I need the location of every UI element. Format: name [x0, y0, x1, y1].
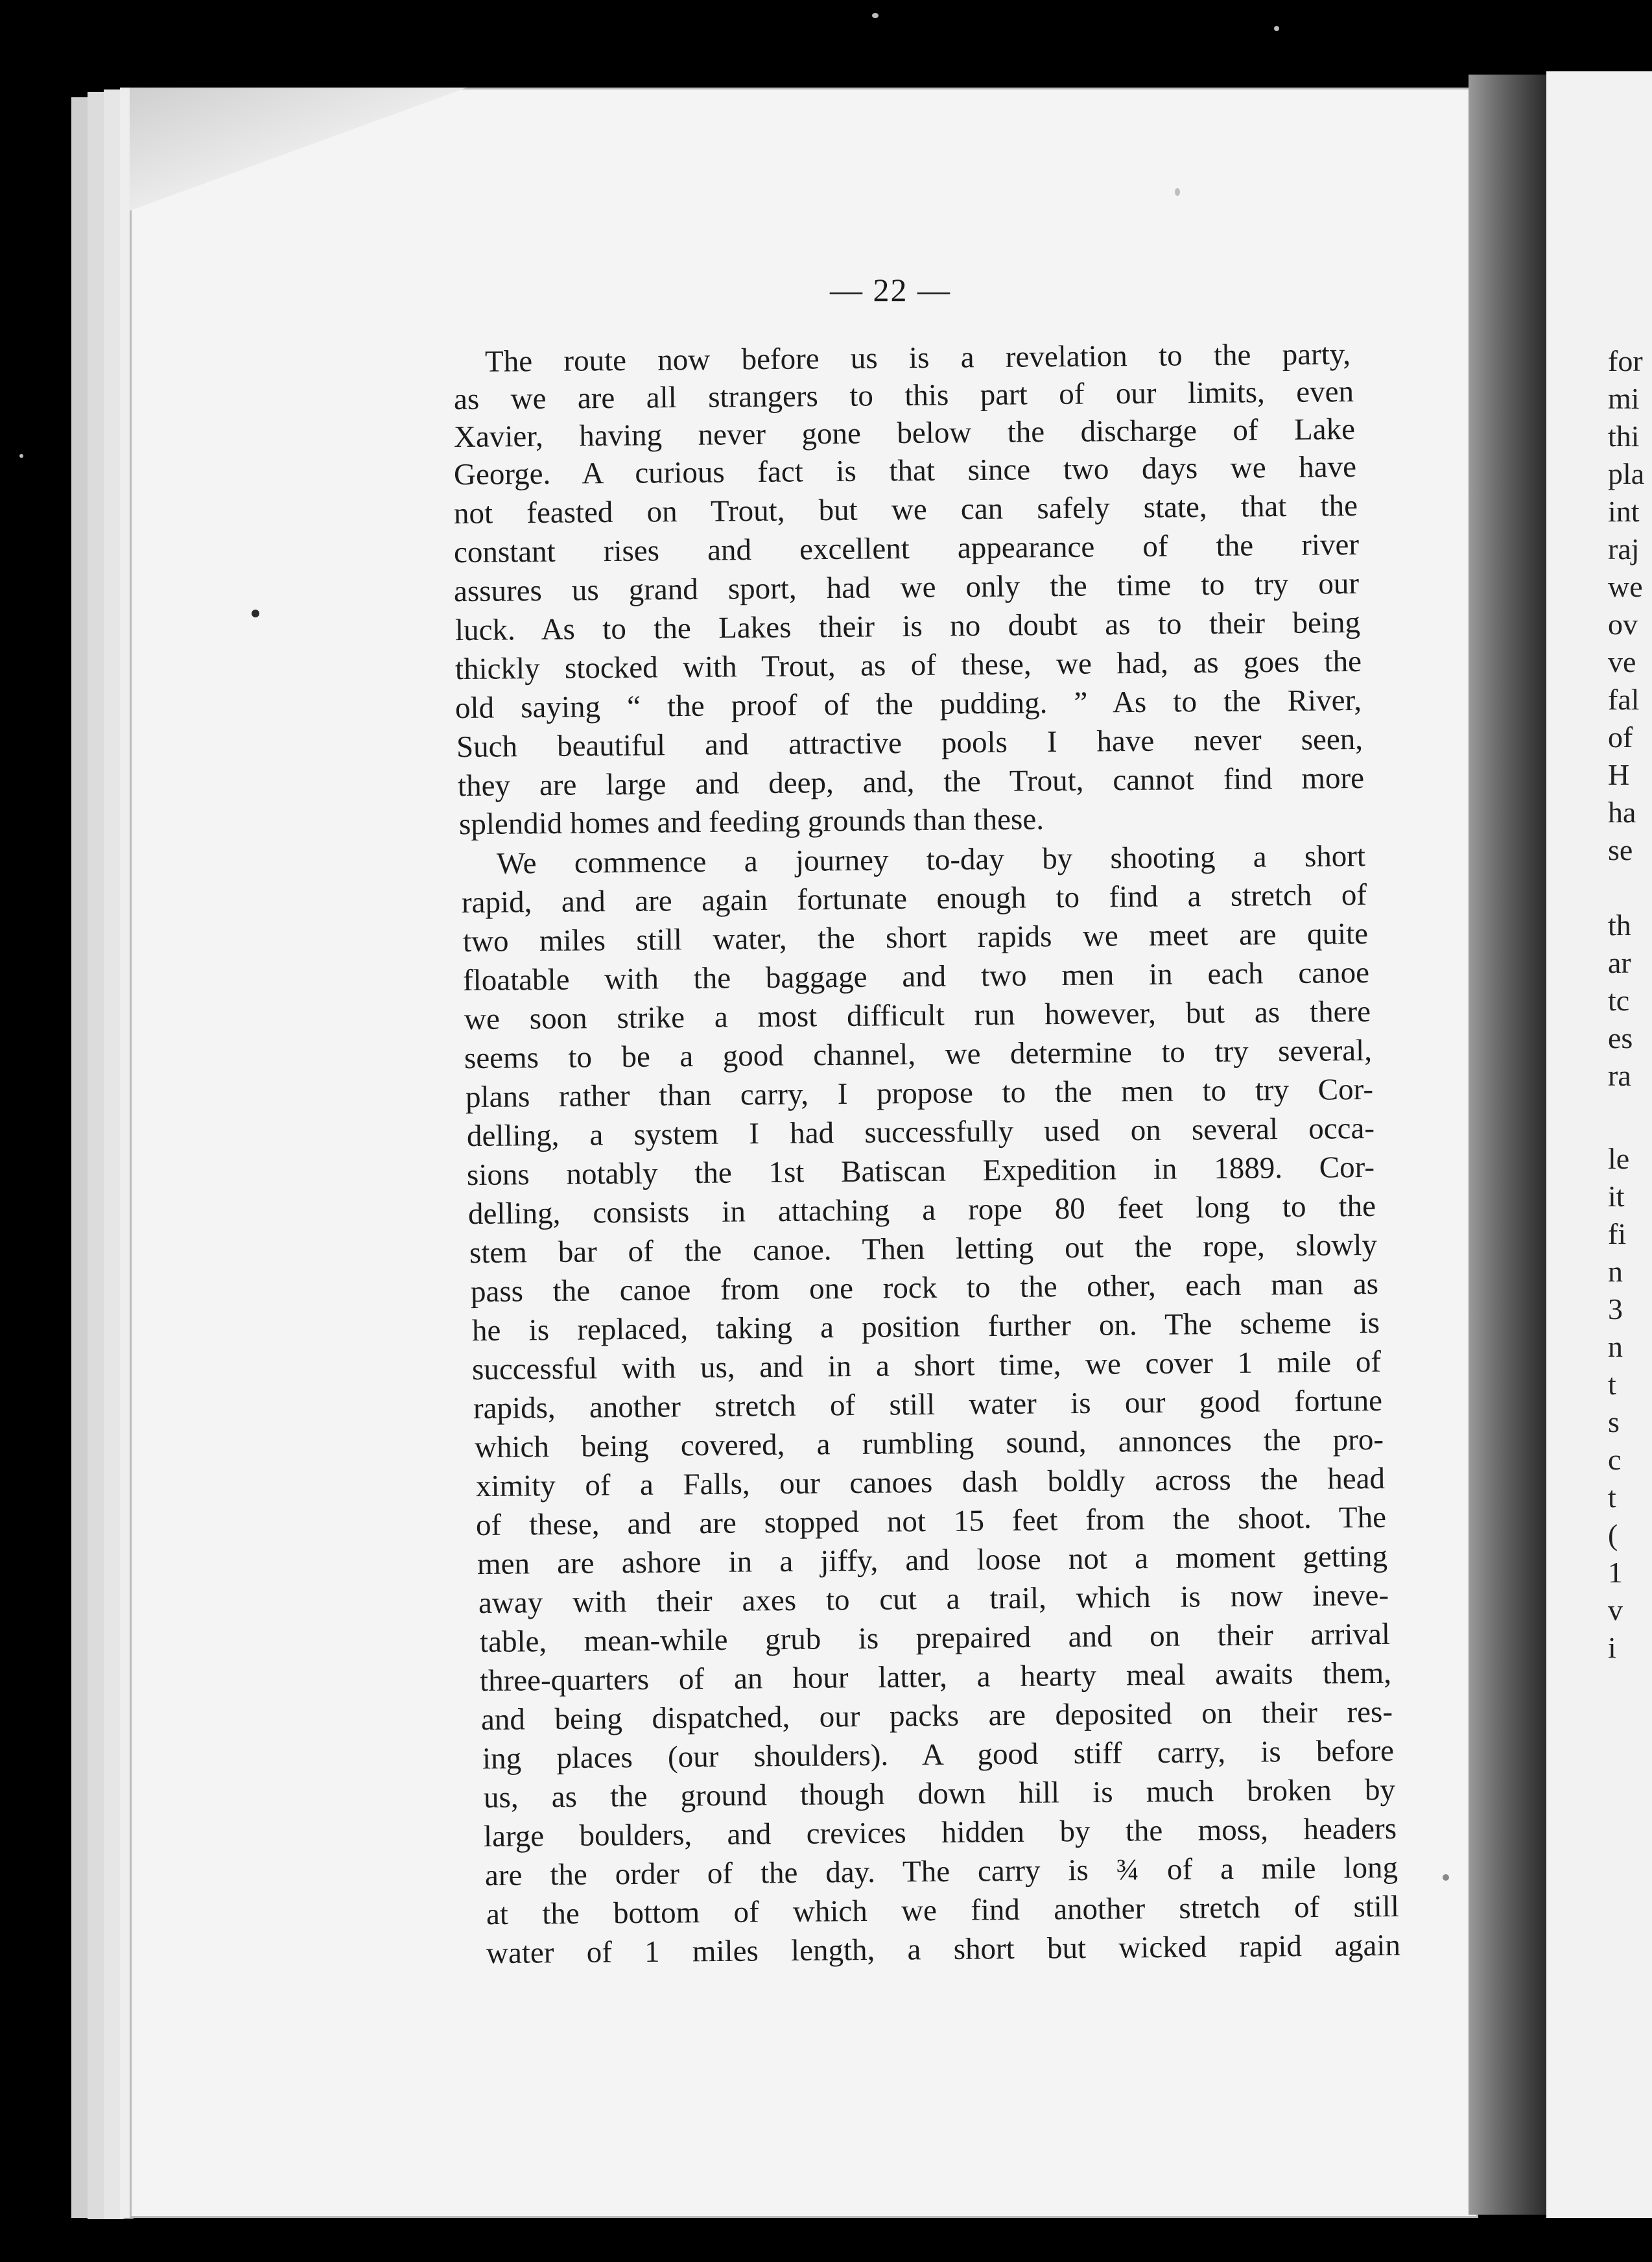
facing-fragment: v [1608, 1593, 1623, 1626]
body-text-line: are the order of the day. The carry is ¾ of a mile long [484, 1850, 1398, 1893]
scan-speck [1175, 188, 1180, 196]
facing-fragment: 3 [1608, 1292, 1623, 1326]
body-text-line: large boulders, and crevices hidden by the moss, headers [483, 1811, 1397, 1854]
facing-fragment: se [1608, 833, 1633, 866]
facing-fragment: s [1608, 1405, 1620, 1438]
facing-fragment: for [1608, 344, 1643, 377]
facing-fragment: pla [1608, 457, 1645, 490]
body-text-line: George. A curious fact is that since two days we have [453, 449, 1357, 492]
body-text-line: not feasted on Trout, but we can safely state, that the [453, 488, 1358, 531]
facing-fragment: H [1608, 758, 1630, 791]
body-text-line: Such beautiful and attractive pools I have never seen, [456, 722, 1363, 765]
body-text-line: splendid homes and feeding grounds than these. [458, 802, 1044, 842]
body-text-line: sions notably the 1st Batiscan Expedition in 1889. Cor- [466, 1150, 1375, 1193]
facing-fragment: fi [1608, 1217, 1627, 1250]
body-text-line: us, as the ground though down hill is much broken by [483, 1772, 1396, 1815]
body-text-line: water of 1 miles length, a short but wicked rapid again [486, 1928, 1401, 1971]
facing-fragment: ve [1608, 645, 1636, 678]
body-text-line: delling, a system I had successfully used on several occa- [466, 1111, 1375, 1154]
body-text-line: The route now before us is a revelation to the party, [484, 337, 1351, 379]
facing-fragment: thi [1608, 420, 1640, 453]
body-text-line: We commence a journey to-day by shooting a short [496, 839, 1366, 881]
scan-speck [19, 454, 23, 458]
body-text-line: rapids, another stretch of still water is our good fortune [473, 1383, 1383, 1426]
body-text-line: Xavier, having never gone below the discharge of Lake [453, 412, 1356, 455]
body-text-line: rapid, and are again fortunate enough to find a stretch of [461, 877, 1367, 920]
facing-fragment: tc [1608, 984, 1630, 1017]
body-text-line: thickly stocked with Trout, as of these, we had, as goes the [454, 644, 1362, 687]
body-text-line: at the bottom of which we find another stretch of still [486, 1889, 1400, 1932]
body-text-line: which being covered, a rumbling sound, annonces the pro- [474, 1422, 1384, 1465]
body-text-line: delling, consists in attaching a rope 80 feet long to the [467, 1189, 1376, 1232]
body-text-line: table, mean-while grub is prepaired and on their arrival [479, 1617, 1391, 1660]
body-text-line: as we are all strangers to this part of our limits, even [453, 374, 1354, 417]
facing-fragment: es [1608, 1021, 1633, 1054]
body-text-line: he is replaced, taking a position further on. The scheme is [471, 1305, 1380, 1348]
facing-fragment: i [1608, 1631, 1616, 1664]
facing-fragment: fal [1608, 683, 1640, 716]
facing-fragment: c [1608, 1443, 1622, 1476]
body-text-line: and being dispatched, our packs are deposited on their res- [480, 1695, 1393, 1737]
facing-fragment: of [1608, 720, 1633, 754]
facing-fragment: we [1608, 570, 1643, 603]
facing-fragment: t [1608, 1481, 1616, 1514]
body-text-line: successful with us, and in a short time, we cover 1 mile of [471, 1344, 1382, 1387]
body-text-line: three-quarters of an hour latter, a hearty meal awaits them, [479, 1656, 1392, 1698]
facing-fragment: ov [1608, 608, 1638, 641]
body-text-line: constant rises and excellent appearance of the river [453, 527, 1360, 570]
facing-fragment: raj [1608, 532, 1640, 566]
body-text-line: old saying “ the proof of the pudding. ” As to the River, [454, 683, 1362, 726]
body-text-line: two miles still water, the short rapids we meet are quite [462, 916, 1369, 959]
body-text-line: ximity of a Falls, our canoes dash boldly across the head [475, 1461, 1386, 1504]
body-text-line: plans rather than carry, I propose to the men to try Cor- [465, 1072, 1374, 1115]
facing-fragment: th [1608, 909, 1631, 942]
body-text-line: away with their axes to cut a trail, which is now ineve- [478, 1578, 1389, 1621]
facing-fragment: n [1608, 1255, 1623, 1288]
facing-fragment: 1 [1608, 1556, 1623, 1589]
body-text-line: seems to be a good channel, we determine to try several, [464, 1033, 1373, 1076]
facing-fragment: ar [1608, 946, 1631, 979]
facing-fragment: ra [1608, 1059, 1631, 1092]
scan-speck [252, 610, 259, 617]
body-text-line: assures us grand sport, had we only the time to try our [453, 566, 1360, 609]
facing-fragment: int [1608, 495, 1640, 528]
body-text-line: pass the canoe from one rock to the other, each man as [470, 1267, 1379, 1309]
facing-fragment: n [1608, 1330, 1623, 1363]
body-text-line: we soon strike a most difficult run however, but as there [464, 994, 1371, 1037]
body-text-line: ing places (our shoulders). A good stiff carry, is before [482, 1733, 1395, 1776]
book-gutter-shadow [1469, 75, 1546, 2215]
body-text-line: men are ashore in a jiffy, and loose not a moment getting [477, 1539, 1388, 1582]
facing-fragment: ha [1608, 796, 1636, 829]
facing-fragment: ( [1608, 1518, 1618, 1551]
body-text-line: floatable with the baggage and two men in each canoe [462, 955, 1370, 998]
facing-fragment: le [1608, 1142, 1630, 1175]
facing-page [1546, 71, 1652, 2218]
facing-fragment: t [1608, 1368, 1616, 1401]
body-text-line: of these, and are stopped not 15 feet from the shoot. The [475, 1500, 1387, 1543]
scan-speck [872, 13, 879, 18]
scan-speck [1274, 26, 1279, 31]
body-text-line: luck. As to the Lakes their is no doubt as to their being [454, 605, 1361, 648]
page-number: — 22 — [830, 272, 951, 308]
facing-fragment: mi [1608, 382, 1640, 415]
body-text-line: stem bar of the canoe. Then letting out the rope, slowly [469, 1228, 1378, 1270]
body-text-line: they are large and deep, and, the Trout, cannot find more [457, 761, 1365, 804]
facing-fragment: it [1608, 1180, 1625, 1213]
scan-speck [1443, 1874, 1449, 1881]
